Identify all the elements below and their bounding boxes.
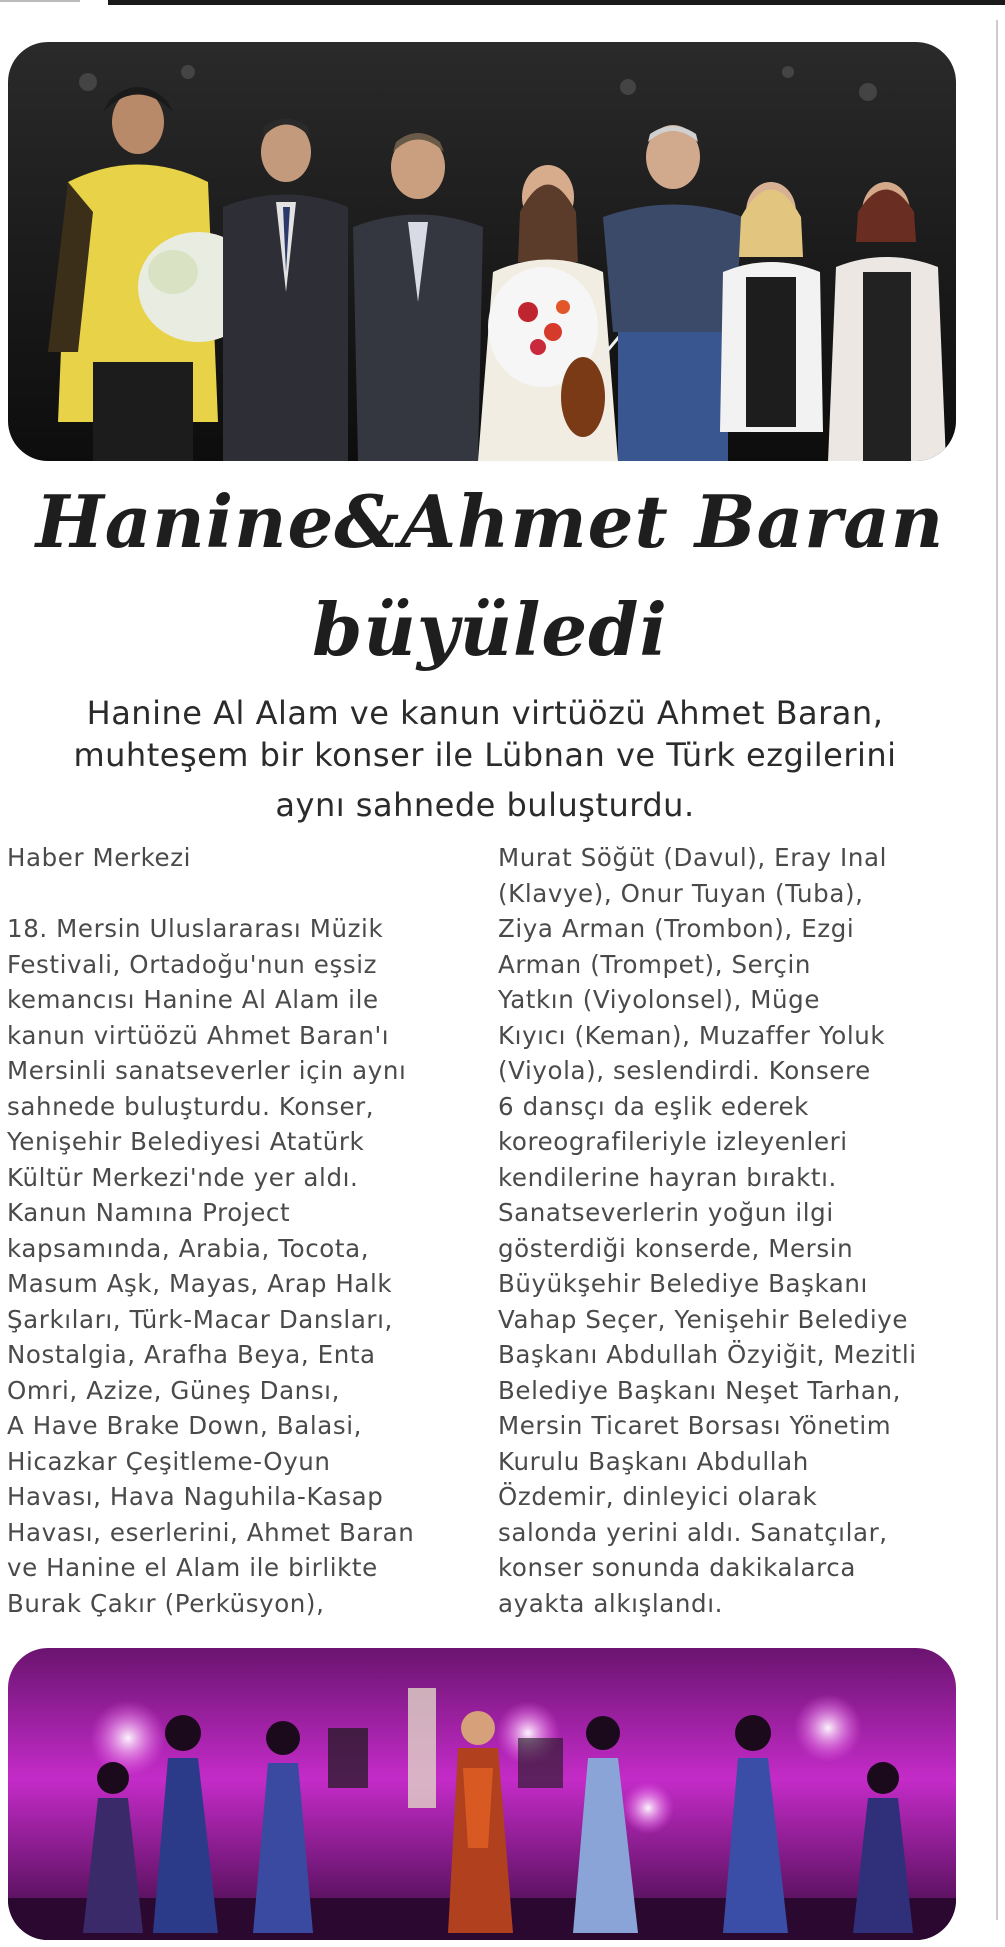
- dancers-photo-image: [8, 1648, 956, 1940]
- subheadline-line-3: aynı sahnede buluşturdu.: [275, 786, 695, 824]
- subheadline-line-1: Hanine Al Alam ve kanun virtüözü Ahmet Baran,: [86, 694, 884, 732]
- article-line: Murat Söğüt (Davul), Eray Inal: [498, 843, 887, 872]
- article-line: A Have Brake Down, Balasi,: [7, 1411, 363, 1440]
- article-line: salonda yerini aldı. Sanatçılar,: [498, 1517, 888, 1547]
- dancers-photo: [8, 1648, 956, 1940]
- article-line: Havası, Hava Naguhila-Kasap: [7, 1482, 384, 1511]
- article-line: kapsamında, Arabia, Tocota,: [7, 1233, 370, 1263]
- article-line: Havası, eserlerini, Ahmet Baran: [7, 1517, 415, 1547]
- article-line: 18. Mersin Uluslararası Müzik: [7, 914, 384, 943]
- article-line: kendilerine hayran bıraktı.: [498, 1162, 837, 1192]
- article-line: Nostalgia, Arafha Beya, Enta: [7, 1340, 376, 1369]
- article-line: kemancısı Hanine Al Alam ile: [7, 985, 379, 1014]
- article-right-column: [498, 840, 968, 1621]
- article-line: Özdemir, dinleyici olarak: [498, 1482, 818, 1511]
- article-line: Festivali, Ortadoğu'nun eşsiz: [7, 949, 378, 979]
- article-line: koreografileriyle izleyenleri: [498, 1127, 848, 1156]
- article-line: sahnede buluşturdu. Konser,: [7, 1091, 375, 1121]
- article-line: Vahap Seçer, Yenişehir Belediye: [498, 1304, 909, 1334]
- article-line: Mersinli sanatseverler için aynı: [7, 1056, 407, 1085]
- top-rule: [108, 0, 1005, 5]
- article-line: Şarkıları, Türk-Macar Dansları,: [7, 1304, 393, 1334]
- article-line: Mersin Ticaret Borsası Yönetim: [498, 1411, 892, 1440]
- article-line: gösterdiği konserde, Mersin: [498, 1233, 854, 1263]
- article-line: (Viyola), seslendirdi. Konsere: [498, 1056, 871, 1085]
- article-line: ve Hanine el Alam ile birlikte: [7, 1553, 378, 1582]
- headline-line-2: büyüledi: [312, 587, 668, 672]
- article-line: Kurulu Başkanı Abdullah: [498, 1446, 809, 1476]
- article-line: Arman (Trompet), Serçin: [498, 949, 812, 979]
- column-rule: [996, 20, 998, 1920]
- subheadline-line-2: muhteşem bir konser ile Lübnan ve Türk ezgilerini: [73, 736, 897, 774]
- group-photo-image: [8, 42, 956, 461]
- top-rule-short: [0, 0, 80, 2]
- byline: Haber Merkezi: [7, 843, 192, 872]
- article-line: Hicazkar Çeşitleme-Oyun: [7, 1446, 331, 1476]
- article-line: [7, 876, 477, 912]
- article-line: Başkanı Abdullah Özyiğit, Mezitli: [498, 1340, 917, 1369]
- article-line: Sanatseverlerin yoğun ilgi: [498, 1198, 834, 1227]
- article-line: Kültür Merkezi'nde yer aldı.: [7, 1162, 359, 1192]
- article-line: (Klavye), Onur Tuyan (Tuba),: [498, 878, 864, 908]
- article-left-column: [7, 840, 477, 1621]
- article-line: ayakta alkışlandı.: [498, 1588, 723, 1618]
- article-line: Burak Çakır (Perküsyon),: [7, 1588, 325, 1618]
- article-line: konser sonunda dakikalarca: [498, 1553, 856, 1582]
- article-line: Yatkın (Viyolonsel), Müge: [498, 985, 820, 1014]
- article-line: Büyükşehir Belediye Başkanı: [498, 1269, 868, 1298]
- article-line: Kanun Namına Project: [7, 1198, 291, 1227]
- article-line: Belediye Başkanı Neşet Tarhan,: [498, 1375, 902, 1405]
- article-line: Ziya Arman (Trombon), Ezgi: [498, 914, 855, 943]
- headline-line-1: Hanine&Ahmet Baran: [35, 479, 945, 564]
- article-line: 6 dansçı da eşlik ederek: [498, 1091, 809, 1121]
- article-line: kanun virtüözü Ahmet Baran'ı: [7, 1020, 390, 1050]
- article-line: Kıyıcı (Keman), Muzaffer Yoluk: [498, 1020, 886, 1050]
- article-line: Yenişehir Belediyesi Atatürk: [7, 1127, 365, 1156]
- group-photo: [8, 42, 956, 461]
- article-line: Omri, Azize, Güneş Dansı,: [7, 1375, 340, 1405]
- article-line: Masum Aşk, Mayas, Arap Halk: [7, 1269, 393, 1298]
